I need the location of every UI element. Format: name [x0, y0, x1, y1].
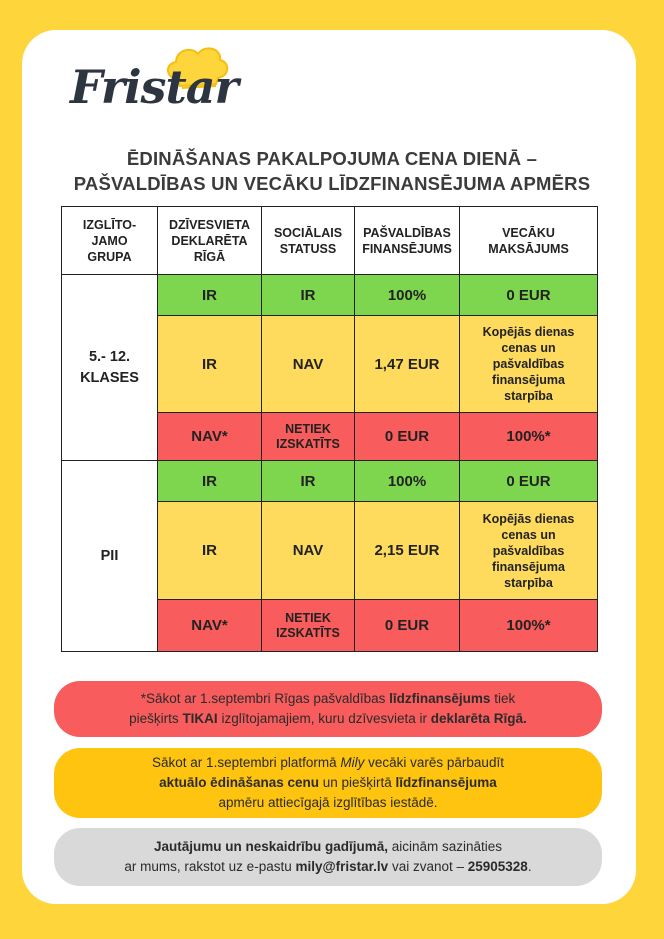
funding-cell: 2,15 EUR [355, 502, 460, 600]
residence-notice: *Sākot ar 1.septembri Rīgas pašvaldības līdzfinansējums tiek piešķirts TIKAI izglītojamajiem, kuru dzīvesvieta ir deklarēta Rīgā. [54, 681, 602, 737]
residence-cell: IR [158, 275, 262, 316]
social-cell: IR [262, 275, 355, 316]
social-cell: NAV [262, 502, 355, 600]
group-cell: 5.- 12. KLASES [62, 275, 158, 461]
parents-cell: 0 EUR [460, 461, 598, 502]
funding-cell: 1,47 EUR [355, 316, 460, 413]
residence-cell: NAV* [158, 600, 262, 652]
brand-logo [66, 42, 236, 122]
parents-cell: 100%* [460, 413, 598, 461]
logo-text: Fristar [70, 60, 238, 114]
social-cell: NAV [262, 316, 355, 413]
residence-cell: IR [158, 502, 262, 600]
mily-platform-notice: Sākot ar 1.septembri platformā Mily vecāki varēs pārbaudīt aktuālo ēdināšanas cenu un piešķirtā līdzfinansējuma apmēru attiecīgajā izglītības iestādē. [54, 748, 602, 818]
social-cell: NETIEK IZSKATĪTS [262, 600, 355, 652]
email-link[interactable]: mily@fristar.lv [295, 859, 389, 874]
social-cell: IR [262, 461, 355, 502]
funding-cell: 100% [355, 461, 460, 502]
table-row [62, 275, 598, 316]
parents-cell: Kopējās dienas cenas un pašvaldības finansējuma starpība [460, 502, 598, 600]
group-cell: PII [62, 461, 158, 652]
header-group: IZGLĪTO- JAMO GRUPA [62, 207, 158, 275]
header-parent-payment: VECĀKU MAKSĀJUMS [460, 207, 598, 275]
residence-cell: NAV* [158, 413, 262, 461]
parents-cell: Kopējās dienas cenas un pašvaldības finansējuma starpība [460, 316, 598, 413]
header-municipal-funding: PAŠVALDĪBAS FINANSĒJUMS [355, 207, 460, 275]
funding-cell: 0 EUR [355, 600, 460, 652]
page-title [40, 146, 624, 196]
funding-cell: 0 EUR [355, 413, 460, 461]
title-line-1: ĒDINĀŠANAS PAKALPOJUMA CENA DIENĀ – [126, 148, 538, 169]
residence-cell: IR [158, 461, 262, 502]
parents-cell: 100%* [460, 600, 598, 652]
title-line-2: PAŠVALDĪBAS UN VECĀKU LĪDZFINANSĒJUMA APMĒRS [73, 173, 591, 194]
header-social-status: SOCIĀLAIS STATUSS [262, 207, 355, 275]
phone-number[interactable]: 25905328 [467, 859, 528, 874]
contact-notice: Jautājumu un neskaidrību gadījumā, aicinām sazināties ar mums, rakstot uz e-pastu mily@fristar.lv vai zvanot – 25905328. [54, 828, 602, 886]
parents-cell: 0 EUR [460, 275, 598, 316]
residence-cell: IR [158, 316, 262, 413]
social-cell: NETIEK IZSKATĪTS [262, 413, 355, 461]
funding-cell: 100% [355, 275, 460, 316]
table-header-row [62, 207, 598, 275]
table-row [62, 461, 598, 502]
pricing-table [61, 206, 598, 652]
header-residence: DZĪVESVIETA DEKLARĒTA RĪGĀ [158, 207, 262, 275]
